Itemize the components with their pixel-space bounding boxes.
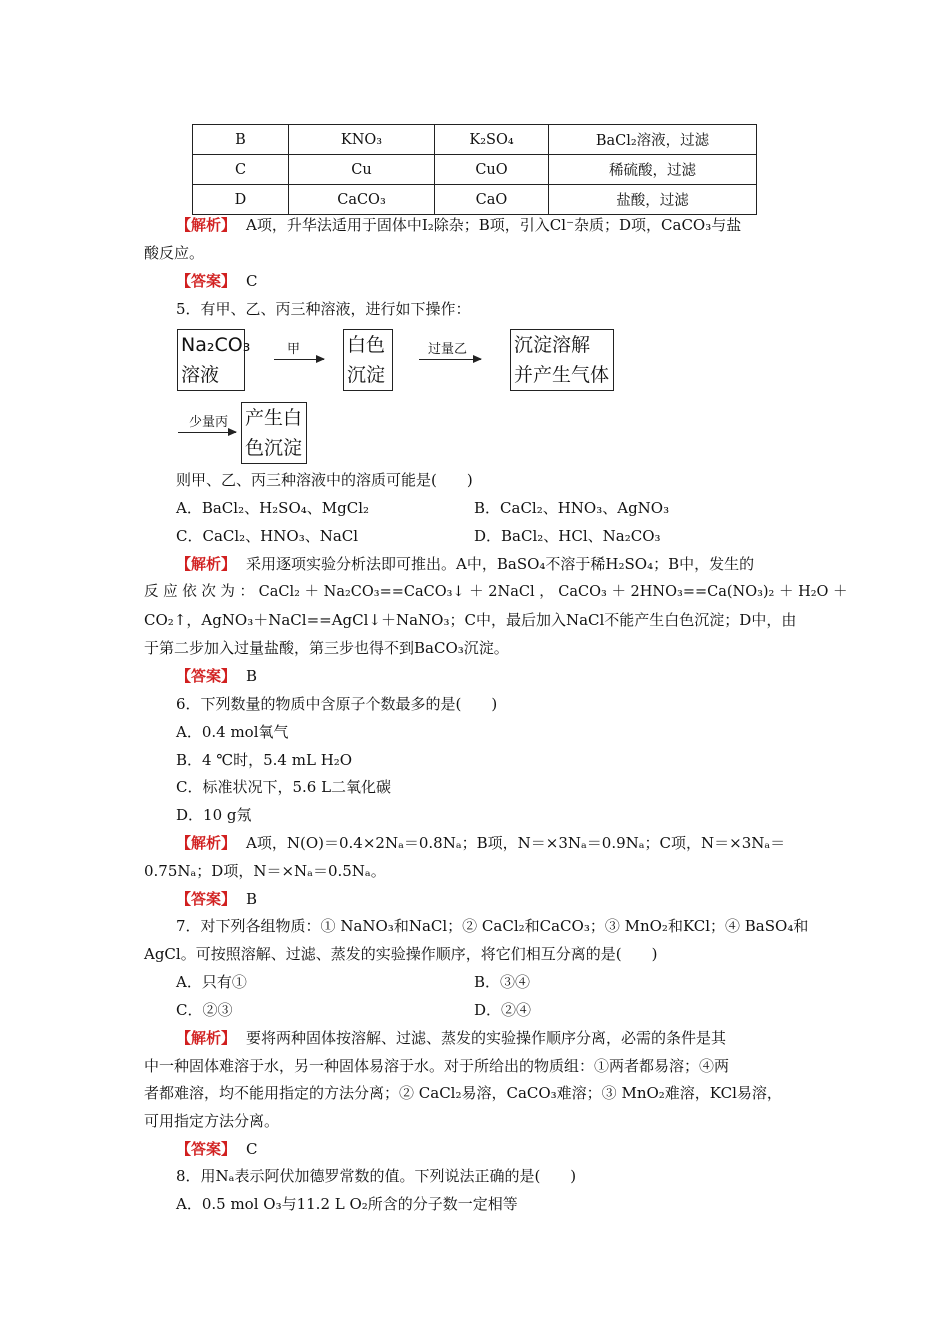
table-cell: CaCO₃ — [289, 185, 435, 215]
q7-analysis-line: 中一种固体难溶于水，另一种固体易溶于水。对于所给出的物质组：①两者都易溶；④两 — [144, 1057, 730, 1075]
answer-text: B — [246, 890, 258, 908]
q4-analysis-line: 酸反应。 — [144, 244, 205, 262]
answer-tag: 【答案】 — [176, 667, 237, 685]
arrow-label: 过量乙 — [428, 342, 468, 357]
q5-answer-line — [176, 666, 257, 686]
analysis-tag: 【解析】 — [176, 216, 237, 234]
answer-text: B — [246, 667, 258, 685]
q6-option-b: B．4 ℃时，5.4 mL H₂O — [176, 751, 353, 769]
table-cell: B — [193, 125, 289, 155]
arrow-right-icon — [178, 432, 236, 433]
flow-box-text: 白色 — [347, 334, 386, 356]
table-cell: 稀硫酸，过滤 — [549, 155, 757, 185]
q7-analysis-line: 可用指定方法分离。 — [144, 1112, 280, 1130]
analysis-text: 要将两种固体按溶解、过滤、蒸发的实验操作顺序分离，必需的条件是其 — [246, 1029, 727, 1047]
flow-box-text: 沉淀溶解 — [514, 334, 591, 356]
arrow-right-icon — [419, 359, 481, 360]
table-cell: CaO — [435, 185, 549, 215]
analysis-text: A项，N(O)＝0.4×2Nₐ＝0.8Nₐ；B项，N＝×3Nₐ＝0.9Nₐ；C项，N＝×3Nₐ＝ — [246, 834, 786, 852]
table-cell: BaCl₂溶液，过滤 — [549, 125, 757, 155]
q5-option-b: B．CaCl₂、HNO₃、AgNO₃ — [474, 499, 670, 517]
answer-text: C — [246, 1140, 258, 1158]
table-cell: C — [193, 155, 289, 185]
table-row — [193, 125, 757, 155]
analysis-tag: 【解析】 — [176, 555, 237, 573]
q7-option-d: D．②④ — [474, 1001, 532, 1019]
arrow-label: 甲 — [287, 342, 301, 357]
q6-option-c: C．标准状况下，5.6 L二氧化碳 — [176, 778, 392, 796]
q8-stem: 8．用Nₐ表示阿伏加德罗常数的值。下列说法正确的是( ) — [176, 1167, 577, 1185]
arrow-label: 少量丙 — [189, 415, 229, 430]
flow-box-na2co3 — [177, 329, 251, 391]
analysis-text: A项，升华法适用于固体中I₂除杂；B项，引入Cl⁻杂质；D项，CaCO₃与盐 — [246, 216, 742, 234]
flow-box-text: Na₂CO₃ — [181, 334, 251, 356]
analysis-tag: 【解析】 — [176, 1029, 237, 1047]
q7-stem: 7．对下列各组物质：① NaNO₃和NaCl；② CaCl₂和CaCO₃；③ MnO₂和KCl；④ BaSO₄和 — [176, 917, 809, 935]
table-cell: Cu — [289, 155, 435, 185]
flow-box-white-precipitate — [343, 329, 393, 391]
flow-box-white-precipitate-2 — [241, 402, 307, 464]
q7-option-b: B．③④ — [474, 973, 531, 991]
q6-analysis-line: 0.75Nₐ；D项，N＝×Nₐ＝0.5Nₐ。 — [144, 862, 386, 880]
q7-analysis-line — [176, 1028, 726, 1048]
flow-box-text: 色沉淀 — [245, 437, 303, 459]
q7-option-a: A．只有① — [176, 973, 247, 991]
table-row — [193, 155, 757, 185]
table-cell: KNO₃ — [289, 125, 435, 155]
options-table — [192, 124, 757, 215]
q5-analysis-line — [176, 554, 754, 574]
table-cell: CuO — [435, 155, 549, 185]
q6-option-d: D．10 g氖 — [176, 806, 252, 824]
q7-answer-line — [176, 1139, 258, 1159]
answer-tag: 【答案】 — [176, 1140, 237, 1158]
q5-option-d: D．BaCl₂、HCl、Na₂CO₃ — [474, 527, 661, 545]
q7-option-c: C．②③ — [176, 1001, 233, 1019]
q5-analysis-line: 于第二步加入过量盐酸，第三步也得不到BaCO₃沉淀。 — [144, 639, 509, 657]
analysis-tag: 【解析】 — [176, 834, 237, 852]
analysis-text: 采用逐项实验分析法即可推出。A中，BaSO₄不溶于稀H₂SO₄；B中，发生的 — [246, 555, 755, 573]
flow-box-text: 并产生气体 — [514, 364, 610, 386]
flow-box-text: 产生白 — [245, 407, 303, 429]
q5-option-a: A．BaCl₂、H₂SO₄、MgCl₂ — [176, 499, 370, 517]
q6-analysis-line — [176, 833, 785, 853]
answer-tag: 【答案】 — [176, 272, 237, 290]
table-row — [193, 185, 757, 215]
flow-box-text: 沉淀 — [347, 364, 386, 386]
q6-option-a: A．0.4 mol氧气 — [176, 723, 289, 741]
q7-stem: AgCl。可按照溶解、过滤、蒸发的实验操作顺序，将它们相互分离的是( ) — [144, 945, 658, 963]
q4-answer-line — [176, 271, 258, 291]
q6-stem: 6．下列数量的物质中含原子个数最多的是( ) — [176, 695, 498, 713]
q4-analysis-line — [176, 215, 741, 235]
arrow-right-icon — [274, 359, 324, 360]
flow-box-text: 溶液 — [181, 364, 220, 386]
q5-option-c: C．CaCl₂、HNO₃、NaCl — [176, 527, 359, 545]
answer-text: C — [246, 272, 258, 290]
table-cell: D — [193, 185, 289, 215]
q5-stem: 5．有甲、乙、丙三种溶液，进行如下操作： — [176, 300, 471, 318]
flow-box-dissolve-gas — [510, 329, 614, 391]
q5-analysis-line: CO₂↑，AgNO₃＋NaCl==AgCl↓＋NaNO₃；C中，最后加入NaCl不能产生白色沉淀；D中，由 — [144, 611, 797, 629]
q5-analysis-line: 反 应 依 次 为 ： CaCl₂ ＋ Na₂CO₃==CaCO₃↓ ＋ 2NaCl ， CaCO₃ ＋ 2HNO₃==Ca(NO₃)₂ ＋ H₂O ＋ — [144, 584, 848, 600]
q5-question: 则甲、乙、丙三种溶液中的溶质可能是( ) — [176, 471, 473, 489]
answer-tag: 【答案】 — [176, 890, 237, 908]
q8-option-a: A．0.5 mol O₃与11.2 L O₂所含的分子数一定相等 — [176, 1195, 518, 1213]
q6-answer-line — [176, 889, 257, 909]
table-cell: 盐酸，过滤 — [549, 185, 757, 215]
table-cell: K₂SO₄ — [435, 125, 549, 155]
q7-analysis-line: 者都难溶，均不能用指定的方法分离；② CaCl₂易溶，CaCO₃难溶；③ MnO₂难溶，KCl易溶， — [144, 1084, 782, 1102]
